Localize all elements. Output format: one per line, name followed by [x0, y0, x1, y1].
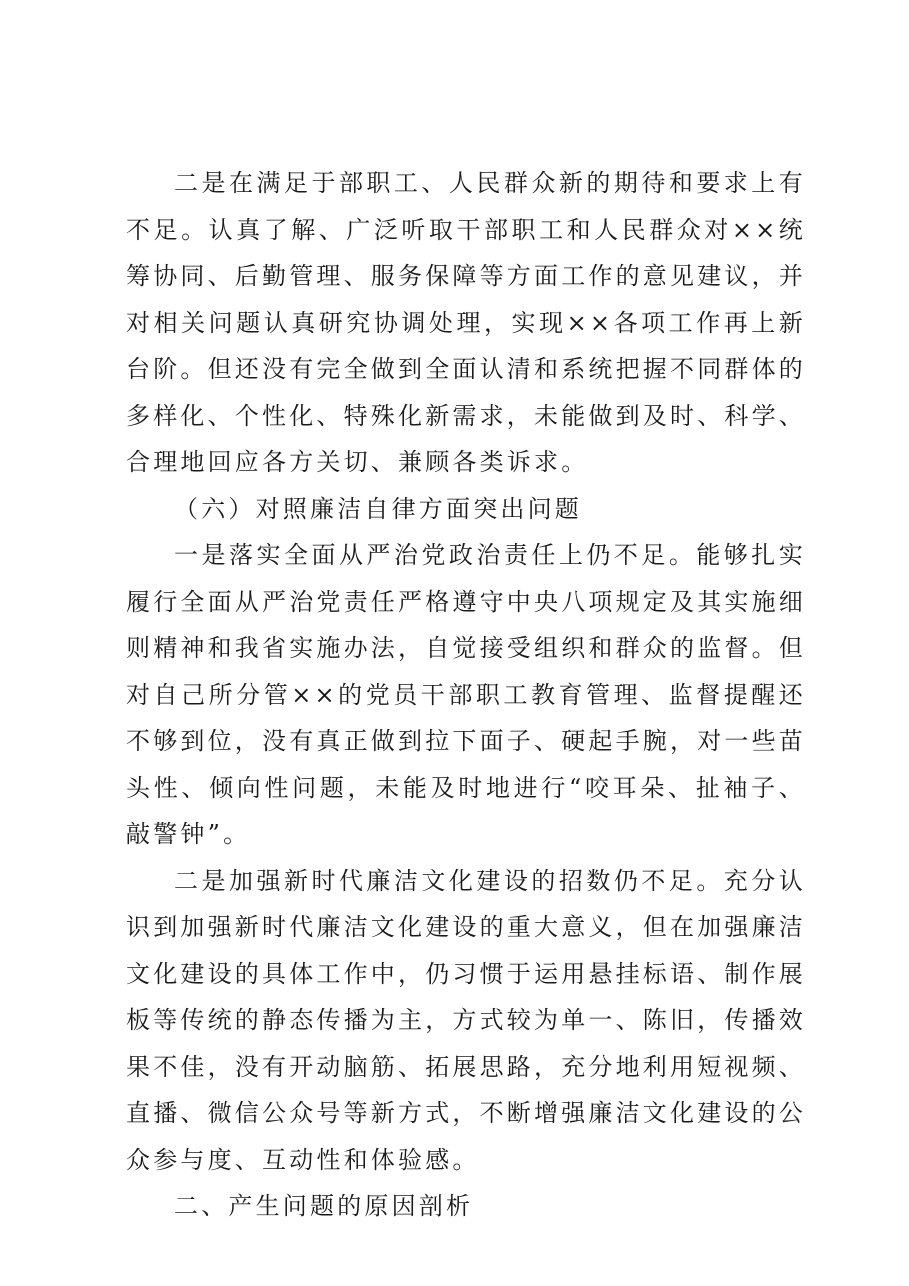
paragraph-integrity-culture: 二是加强新时代廉洁文化建设的招数仍不足。充分认识到加强新时代廉洁文化建设的重大意义，但在加强廉洁文化建设的具体工作中，仍习惯于运用悬挂标语、制作展板等传统的静态传播为主，方式较为单一、陈旧，传播效果不佳，没有开动脑筋、拓展思路，充分地利用短视频、直播、微信公众号等新方式，不断增强廉洁文化建设的公众参与度、互动性和体验感。	[126, 866, 806, 1174]
document-body	[126, 160, 806, 1230]
section-heading-integrity: （六）对照廉洁自律方面突出问题	[174, 494, 582, 523]
paragraph-demand-shortfall: 二是在满足于部职工、人民群众新的期待和要求上有不足。认真了解、广泛听取干部职工和人民群众对××统筹协同、后勤管理、服务保障等方面工作的意见建议，并对相关问题认真研究协调处理，实现××各项工作再上新台阶。但还没有完全做到全面认清和系统把握不同群体的多样化、个性化、特殊化新需求，未能做到及时、科学、合理地回应各方关切、兼顾各类诉求。	[126, 169, 806, 476]
paragraph-party-responsibility: 一是落实全面从严治党政治责任上仍不足。能够扎实履行全面从严治党责任严格遵守中央八项规定及其实施细则精神和我省实施办法，自觉接受组织和群众的监督。但对自己所分管××的党员干部职工教育管理、监督提醒还不够到位，没有真正做到拉下面子、硬起手腕，对一些苗头性、倾向性问题，未能及时地进行“咬耳朵、扯袖子、敲警钟”。	[126, 541, 806, 848]
section-heading-cause-analysis: 二、产生问题的原因剖析	[174, 1192, 474, 1220]
